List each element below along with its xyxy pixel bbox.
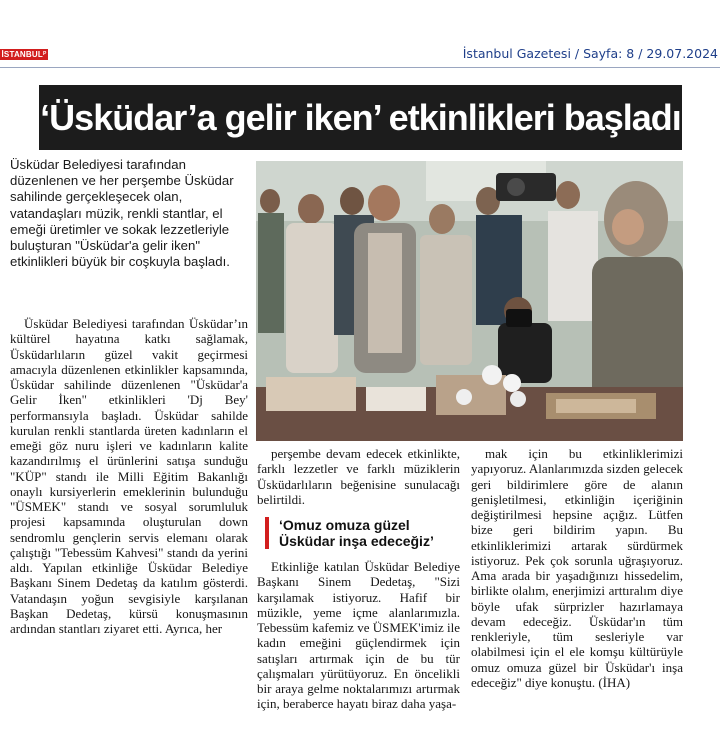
newspaper-logo: $İSTANBUL^P$ <box>1 50 47 59</box>
body-paragraph: Üsküdar Belediyesi tarafından Üsküdar’ın kültürel hayatına katkı sağlamak, Üsküdarlıların güzel vakit geçirmesi amacıyla düzenlenen etkinlikler kapsamında, Üsküdar sahilinde düzenlenen "Üsküdar'a Gelir İken" etkinlikleri 'Dj Bey' performansıyla başladı. Üsküdar sahilde kurulan renkli stantlarda üreten kadınların el emeği göz nuru işleri ve kadınların kalite kazandırılmış el ürünlerini satışa sunduğu "KÜP" standı ile Milli Eğitim Bakanlığı onaylı kursiyerlerin emeklerinin bulunduğu "ÜSMEK" standı ve sosyal sorumluluk projesi kapsamında oluşturulan down sendromlu gençlerin servis elemanı olarak çalıştığı "Tebessüm Kahvesi" standı da yerini aldı. Yapılan etkinliğe Üsküdar Belediye Başkanı Sinem Dedetaş da katılım gösterdi. Vatandaşın yoğun sevgisiyle karşılanan Başkan Dedetaş, kürsü konuşmasının ardından stantları ziyaret etti. Ayrıca, her <box>10 316 248 636</box>
article-subhead: ‘Omuz omuza güzel Üsküdar inşa edeceğiz’ <box>265 517 460 549</box>
article-column-1 <box>10 316 248 636</box>
article-headline: ‘Üsküdar’a gelir iken’ etkinlikleri başladı <box>39 85 682 150</box>
event-photo <box>256 161 683 441</box>
body-paragraph: perşembe devam edecek etkinlikte, farklı lezzetler ve farklı müziklerin Üsküdarlıların beğenisine sunulacağı belirtildi. <box>257 446 460 507</box>
article-column-3 <box>471 446 683 690</box>
article-column-2 <box>257 446 460 712</box>
page-meta: İstanbul Gazetesi / Sayfa: 8 / 29.07.2024 <box>462 46 718 61</box>
body-paragraph: Etkinliğe katılan Üsküdar Belediye Başkanı Sinem Dedetaş, "Sizi karşılamak istiyoruz. Hafif bir müzikle, yeme içme alanlarımızla. Tebessüm kafemiz ve ÜSMEK'imiz ile kadın emeğini güçlendirmek için satışları artırmak için de bu tür çalışmaları yürütüyoruz. En öncelikli bir araya gelme noktalarımızı artırmak için, beraberce hayatı biraz daha yaşa- <box>257 559 460 712</box>
header-divider <box>0 67 720 68</box>
article-lead: Üsküdar Belediyesi tarafından düzenlenen ve her perşembe Üsküdar sahilinde gerçekleşecek olan, vatandaşları müzik, renkli stantlar, el emeği üretimler ve sokak lezzetleriyle buluşturan "Üsküdar'a gelir iken" etkinlikleri büyük bir coşkuyla başladı. <box>10 157 234 270</box>
body-paragraph: mak için bu etkinliklerimizi yapıyoruz. Alanlarımızda sizden gelecek geri bildirimlere göre de alanın genişletilmesi, etkinliğin içeriğinin değiştirilmesi hepsine açığız. Lütfen bize geri bildirim yapın. Bu etkinliklerimizi artarak sürdürmek istiyoruz. Pek çok sorunla uğraşıyoruz. Ama arada bir yaşadığınızı hissedelim, birlikte olalım, enerjimizi arttıralım diye böyle ufak sürprizler hazırlamaya devam edeceğiz. Üsküdar'ın tüm renkleriyle, tüm sesleriyle var olabilmesi için el ele komşu kültürüyle omuz omuza güzel bir Üsküdar'ı inşa edeceğiz" diye konuştu. (İHA) <box>471 446 683 690</box>
